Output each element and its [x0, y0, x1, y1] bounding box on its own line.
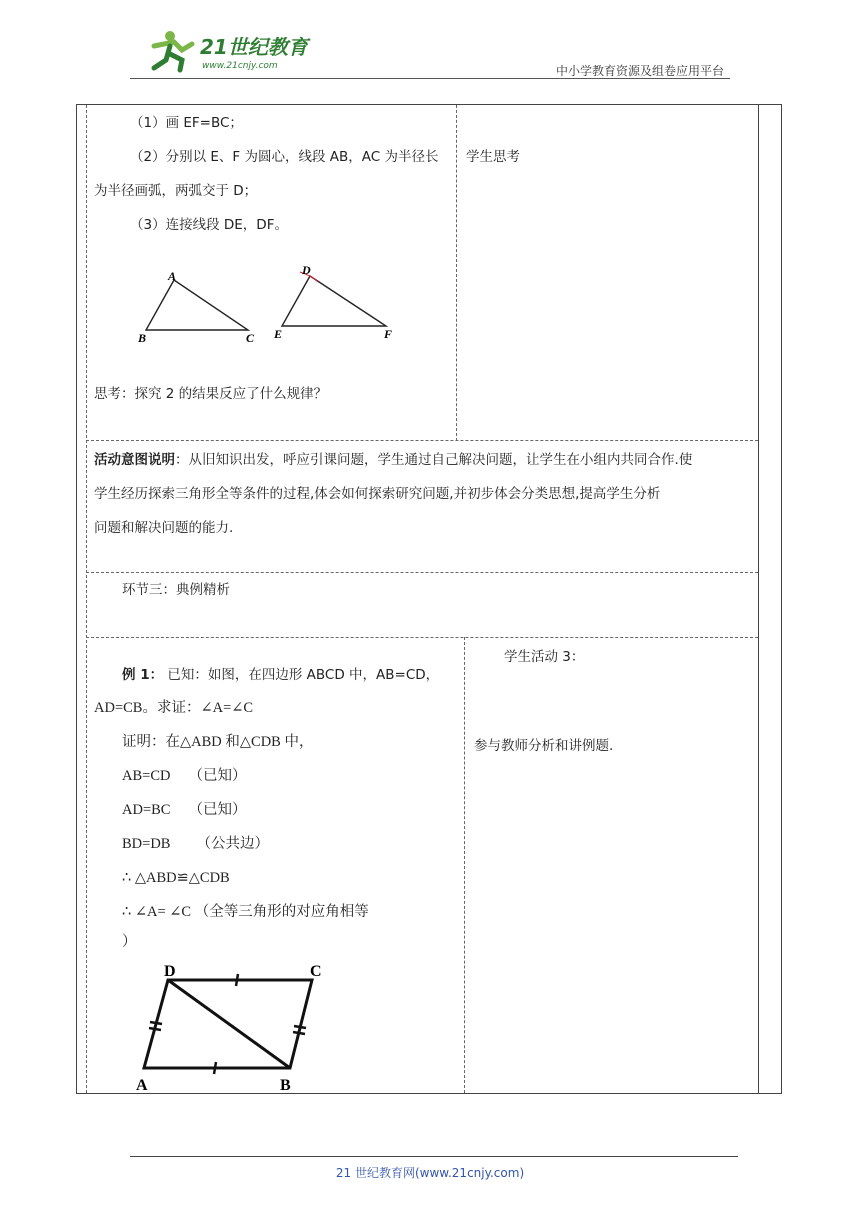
intent-text-1: ：从旧知识出发，呼应引课问题，学生通过自己解决问题，让学生在小组内共同合作.使 — [175, 452, 693, 468]
quad-label-d: D — [164, 963, 176, 980]
think-question: 思考：探究 2 的结果反应了什么规律？ — [94, 386, 328, 402]
col-divider-1 — [456, 105, 457, 441]
example-label: 例 1： — [122, 667, 164, 683]
diagonal-bd — [168, 980, 290, 1068]
quad-label-b: B — [280, 1077, 291, 1094]
label-f: F — [384, 327, 393, 341]
inner-left-border — [86, 105, 87, 1093]
label-b: B — [138, 331, 147, 345]
intent-line1 — [94, 450, 692, 470]
stage-3-title: 环节三：典例精析 — [122, 582, 230, 598]
footer-rule — [130, 1156, 738, 1157]
quad-label-a: A — [136, 1077, 148, 1094]
eq3-reason: （公共边） — [196, 836, 269, 852]
row-divider-3 — [86, 637, 758, 638]
table-right-column — [758, 104, 759, 1094]
label-d: D — [302, 263, 311, 277]
proof-intro: 证明：在△ABD 和△CDB 中， — [122, 734, 314, 750]
proof-conclusion2: ∴ ∠A= ∠C （全等三角形的对应角相等 — [122, 904, 369, 920]
quadrilateral-figure — [130, 958, 340, 1094]
triangle-abc — [146, 280, 248, 330]
logo — [148, 28, 318, 74]
step-1: （1）画 EF=BC； — [130, 115, 243, 131]
logo-url: www.21cnjy.com — [202, 61, 278, 71]
example-line2: AD=CB。求证：∠A=∠C — [94, 700, 254, 716]
proof-conclusion2-end: ） — [122, 934, 137, 950]
step-2-line2: 为半径画弧，两弧交于 D； — [94, 183, 258, 199]
label-c: C — [246, 331, 255, 345]
row-divider-2 — [86, 572, 758, 573]
triangle-def — [282, 276, 386, 326]
proof-eq3 — [122, 834, 269, 854]
student-activity-desc: 参与教师分析和讲例题. — [474, 738, 614, 754]
row-divider-1 — [86, 440, 758, 441]
intent-label: 活动意图说明 — [94, 452, 175, 468]
label-a: A — [168, 269, 177, 283]
student-thinking: 学生思考 — [466, 149, 520, 165]
platform-name: 中小学教育资源及组卷应用平台 — [555, 64, 724, 78]
tick-dc — [236, 974, 238, 986]
proof-eq2 — [122, 800, 246, 820]
runner-icon — [154, 31, 192, 70]
label-e: E — [274, 327, 283, 341]
eq2-reason: （已知） — [188, 802, 247, 818]
proof-conclusion1: ∴ △ABD≌△CDB — [122, 870, 230, 886]
tick-bc-2 — [293, 1032, 305, 1034]
header-rule — [130, 78, 730, 79]
triangles-figure — [130, 258, 410, 353]
example-line1 — [122, 665, 439, 685]
logo-text: 21世纪教育 — [200, 35, 308, 59]
footer-text: 21 世纪教育网(www.21cnjy.com) — [335, 1166, 525, 1180]
tick-ab — [214, 1062, 216, 1074]
eq3-text: BD=DB — [122, 836, 171, 852]
col-divider-2 — [464, 637, 465, 1093]
intent-line3: 问题和解决问题的能力. — [94, 520, 234, 536]
eq1-text: AB=CD — [122, 768, 171, 784]
quad-label-c: C — [310, 963, 322, 980]
step-3: （3）连接线段 DE，DF。 — [130, 217, 288, 233]
tick-ad-1 — [150, 1022, 162, 1024]
tick-bc-1 — [294, 1026, 306, 1028]
eq2-text: AD=BC — [122, 802, 171, 818]
step-2-line1: （2）分别以 E、F 为圆心，线段 AB，AC 为半径长 — [130, 149, 439, 165]
example-text-1: 已知：如图，在四边形 ABCD 中，AB=CD， — [163, 667, 440, 683]
proof-eq1 — [122, 766, 246, 786]
tick-ad-2 — [149, 1028, 161, 1030]
intent-line2: 学生经历探索三角形全等条件的过程,体会如何探索研究问题,并初步体会分类思想,提高学生分析 — [94, 486, 661, 502]
student-activity-title: 学生活动 3： — [504, 649, 585, 665]
eq1-reason: （已知） — [188, 768, 247, 784]
